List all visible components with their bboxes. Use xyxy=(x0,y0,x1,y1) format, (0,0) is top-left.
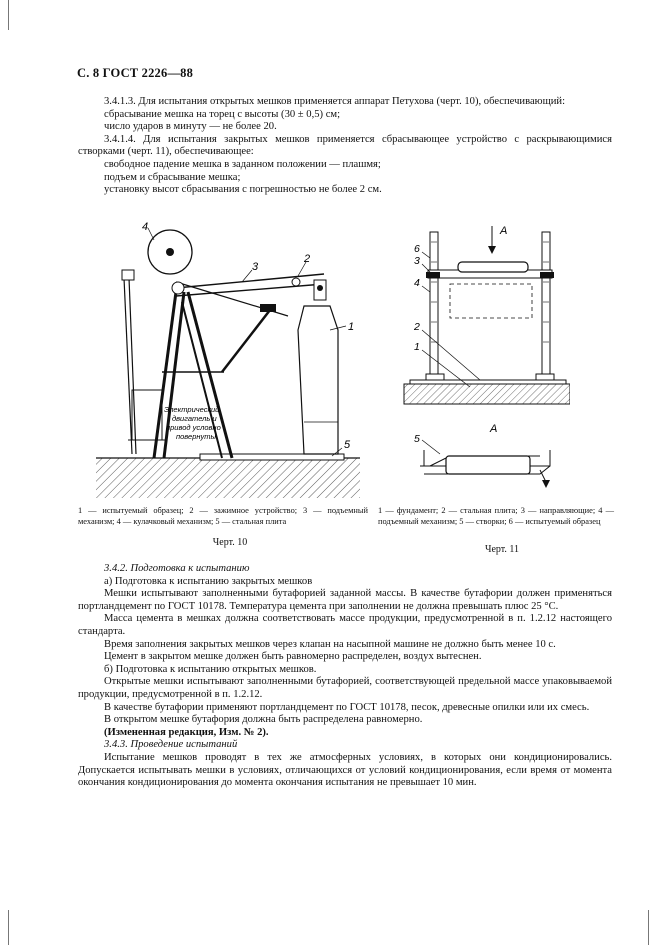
fig11-label-4: 4 xyxy=(414,277,420,289)
scan-mark-bottom-left xyxy=(8,910,9,945)
test-sample-bag xyxy=(298,306,338,454)
fig11-label-2: 2 xyxy=(414,321,420,333)
heading-3-4-2: 3.4.2. Подготовка к испытанию xyxy=(104,563,250,574)
bottom-text-block xyxy=(78,563,612,790)
figure-11-title: Черт. 11 xyxy=(484,544,520,555)
subheading-open-bags: б) Подготовка к испытанию открытых мешков. xyxy=(104,663,317,675)
fig10-label-1: 1 xyxy=(348,321,355,333)
scan-mark-top-left xyxy=(8,0,9,30)
paragraph-open-filling: Открытые мешки испытывают заполненными бутафорией, соответствующей предельной массе упаковываемой продукции, предусмотренной в п. 1.2.12. xyxy=(78,676,612,700)
motor-note-line-1: Электрический xyxy=(164,405,220,414)
paragraph-3-4-1-4: 3.4.1.4. Для испытания закрытых мешков применяется сбрасывающее устройство с раскрывающимися створками (черт. 11), обеспечивающее: xyxy=(78,133,612,158)
fig11-view-a-label: A xyxy=(490,423,498,435)
foundation xyxy=(404,384,570,404)
guide-right xyxy=(542,232,550,374)
paragraph-open-distribution: В открытом мешке бутафория должна быть распределена равномерно. xyxy=(104,714,423,726)
fig10-label-4: 4 xyxy=(142,222,149,233)
subheading-closed-bags: а) Подготовка к испытанию закрытых мешков xyxy=(104,575,313,587)
drive-pulley xyxy=(122,270,134,280)
motor-note-line-4: повернуты xyxy=(176,432,217,441)
paragraph-cement-distribution: Цемент в закрытом мешке должен быть равномерно распределен, воздух вытеснен. xyxy=(104,651,482,663)
fig10-label-3: 3 xyxy=(252,261,259,273)
scan-mark-bottom-right xyxy=(648,910,649,945)
figure-10-drawing xyxy=(92,222,364,502)
fig11-label-6: 6 xyxy=(414,243,420,255)
page-header: С. 8 ГОСТ 2226—88 xyxy=(77,66,194,80)
list-item-lift-and-drop: подъем и сбрасывание мешка; xyxy=(104,171,241,183)
fig11-label-1: 1 xyxy=(414,341,420,353)
paragraph-cement-mass: Масса цемента в мешках должна соответствовать массе продукции, предусмотренной в п. 1.2.12 настоящего стандарта. xyxy=(78,613,612,637)
motor-note-line-2: двигатель и xyxy=(172,414,217,423)
list-item-height-tolerance: установку высот сбрасывания с погрешностью не более 2 см. xyxy=(104,184,382,196)
paragraph-test-conditions: Испытание мешков проводят в тех же атмосферных условиях, в которых они кондиционировались. Допускается испытывать мешки в условиях, отличающихся от условий кондиционирования, если время от момента окончания кондиционирования до момента окончания испытания не превышает 10 мин. xyxy=(78,751,612,789)
paragraph-3-4-1-3: 3.4.1.3. Для испытания открытых мешков применяется аппарат Петухова (черт. 10), обеспечивающий: xyxy=(104,96,566,107)
fig10-label-2: 2 xyxy=(304,253,311,265)
top-text-block xyxy=(78,96,612,197)
paragraph-fill-time: Время заполнения закрытых мешков через клапан на насыпной машине не должно быть менее 10 с. xyxy=(104,638,556,650)
figure-10-title: Черт. 10 xyxy=(212,537,248,548)
test-sample xyxy=(458,262,528,272)
amendment-note: (Измененная редакция, Изм. № 2). xyxy=(104,726,269,738)
fig10-label-5: 5 xyxy=(344,439,351,451)
sample-view-a xyxy=(446,456,530,474)
steel-plate-11 xyxy=(410,380,566,384)
paragraph-closed-filling: Мешки испытывают заполненными бутафорией заданной массы. В качестве бутафории должен применяться портландцемент по ГОСТ 10178. Температура цемента при заполнении не должна превышать плюс 25 °С. xyxy=(78,588,612,612)
figure-11-caption: 1 — фундамент; 2 — стальная плита; 3 — направляющие; 4 — подъемный механизм; 5 — створки; 6 — испытуемый образец xyxy=(378,506,614,526)
fig11-label-5: 5 xyxy=(414,433,420,445)
fig11-arrow-a-label: A xyxy=(500,225,508,237)
figure-10-caption: 1 — испытуемый образец; 2 — зажимное устройство; 3 — подъемный механизм; 4 — кулачковый механизм; 5 — стальная плита xyxy=(78,506,368,526)
motor-note-line-3: привод условно xyxy=(166,423,221,432)
list-item-drop-height: сбрасывание мешка на торец с высоты (30 ± 0,5) см; xyxy=(104,108,341,120)
list-item-free-fall: свободное падение мешка в заданном положении — плашмя; xyxy=(104,158,381,170)
figure-11-drawing xyxy=(400,222,570,502)
heading-3-4-3: 3.4.3. Проведение испытаний xyxy=(104,739,238,751)
guide-left xyxy=(430,232,438,374)
list-item-strikes-per-minute: число ударов в минуту — не более 20. xyxy=(104,121,277,133)
foundation-ground xyxy=(96,458,360,498)
paragraph-dummy-materials: В качестве бутафории применяют портландцемент по ГОСТ 10178, песок, древесные опилки или их смесь. xyxy=(104,701,590,713)
fig11-label-3: 3 xyxy=(414,255,420,267)
